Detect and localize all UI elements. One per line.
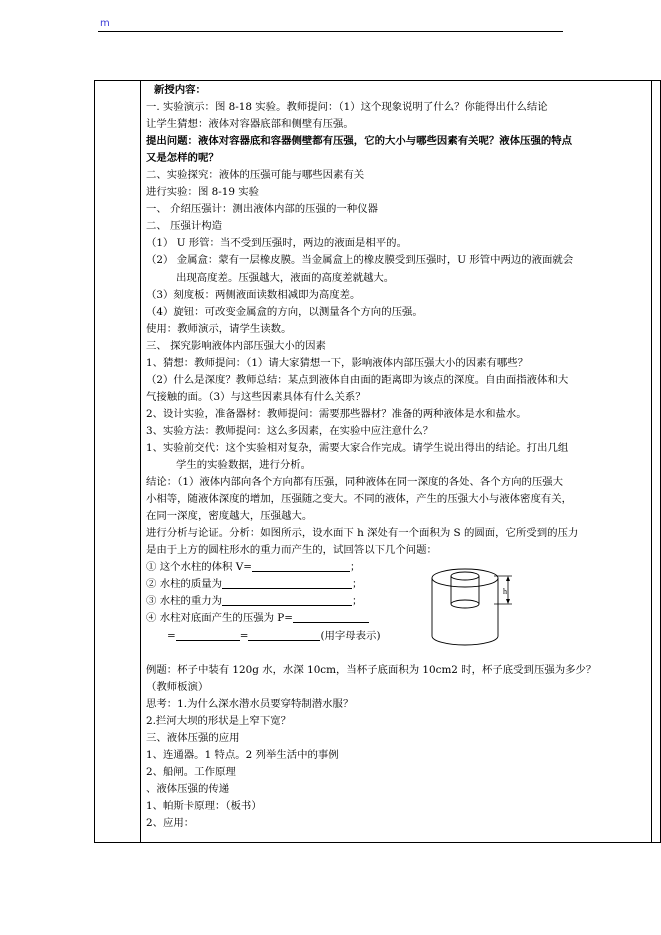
text-line: 使用：教师演示，请学生读数。 <box>146 322 292 335</box>
answer-blank[interactable] <box>252 559 350 572</box>
text-line: 一. 实验演示：图 8-18 实验。教师提问：（1）这个现象说明了什么？你能得出什么结论 <box>146 101 548 114</box>
text-line: 结论：（1）液体内部向各个方向都有压强，同种液体在同一深度的各处、各个方向的压强大 <box>146 476 564 489</box>
text-line: 二、实验探究：液体的压强可能与哪些因素有关 <box>146 169 365 182</box>
text-line: 、液体压强的传递 <box>146 782 230 795</box>
question-bold: 提出问题：液体对容器底和容器侧壁都有压强，它的大小与哪些因素有关呢？液体压强的特点 <box>146 135 573 148</box>
equation-line: = = (用字母表示) <box>167 629 381 642</box>
height-label: h <box>503 587 507 596</box>
text-line: 出现高度差。压强越大，液面的高度差就越大。 <box>176 271 395 284</box>
text-line: 在同一深度，密度越大，压强越大。 <box>146 510 313 523</box>
text-line: （1） U 形管：当不受到压强时，两边的液面是相平的。 <box>146 237 407 250</box>
text-line: 2、船闸。工作原理 <box>146 765 236 778</box>
text-line: 1、帕斯卡原理：（板书） <box>146 799 262 812</box>
question-volume: ① 这个水柱的体积 V= ； <box>146 561 361 574</box>
water-column-diagram <box>428 566 528 666</box>
text-line: 1、猜想：教师提问：（1）请大家猜想一下，影响液体内部压强大小的因素有哪些？ <box>146 356 529 369</box>
text-line: 1、连通器。1 特点。2 列举生活中的事例 <box>146 748 339 761</box>
text-line: 1、实验前交代：这个实验相对复杂，需要大家合作完成。请学生说出得出的结论。打出几组 <box>146 441 569 454</box>
left-column <box>95 81 141 842</box>
answer-blank[interactable] <box>222 576 352 589</box>
section-title: 新授内容： <box>154 84 206 96</box>
text-line: （2） 金属盒：蒙有一层橡皮膜。当金属盒上的橡皮膜受到压强时，U 形管中两边的液面就会 <box>146 254 574 267</box>
answer-blank[interactable] <box>293 610 369 623</box>
question-weight: ③ 水柱的重力为 ； <box>146 595 363 608</box>
text-line: 三、液体压强的应用 <box>146 731 240 744</box>
text-line: 二、 压强计构造 <box>146 220 223 233</box>
text-line: 进行实验：图 8-19 实验 <box>146 186 260 199</box>
answer-blank[interactable] <box>176 628 240 641</box>
text-line: 2、应用： <box>146 817 195 830</box>
text-line: （2）什么是深度？教师总结：某点到液体自由面的距离即为该点的深度。自由面指液体和大 <box>146 373 569 386</box>
question-mass: ② 水柱的质量为 ； <box>146 578 363 591</box>
text-line: 学生的实验数据，进行分析。 <box>176 459 312 472</box>
header-rule <box>98 31 563 32</box>
text-line: 例题：杯子中装有 120g 水，水深 10cm，当杯子底面积为 10cm2 时，杯子底受到压强为多少？ <box>146 663 597 676</box>
text-line: （4）旋钮：可改变金属盒的方向，以测量各个方向的压强。 <box>146 305 423 318</box>
spacer <box>146 645 631 662</box>
text-line: 思考：1.为什么深水潜水员要穿特制潜水服？ <box>146 697 354 710</box>
right-column <box>651 81 660 842</box>
text-line: 一、 介绍压强计：测出液体内部的压强的一种仪器 <box>146 203 378 216</box>
header-mark: m <box>100 18 110 29</box>
text-line: 让学生猜想：液体对容器底部和侧壁有压强。 <box>146 118 354 131</box>
question-pressure: ④ 水柱对底面产生的压强为 P= <box>146 610 631 627</box>
text-line: 3、实验方法：教师提问：这么多因素，在实验中应注意什么？ <box>146 424 434 437</box>
text-line: 三、 探究影响液体内部压强大小的因素 <box>146 339 326 352</box>
text-line: 是由于上方的圆柱形水的重力而产生的，试回答以下几个问题： <box>146 544 437 557</box>
text-line: 小相等，随液体深度的增加，压强随之变大。不同的液体，产生的压强大小与液体密度有关， <box>146 493 573 506</box>
text-line: （3）刻度板：两侧液面读数相减即为高度差。 <box>146 288 361 301</box>
text-line: 气接触的面。（3）与这些因素具体有什么关系？ <box>146 390 366 403</box>
text-line: 进行分析与论证。分析：如图所示，设水面下 h 深处有一个面积为 S 的圆面，它所受到的压力 <box>146 527 579 540</box>
question-bold: 又是怎样的呢？ <box>146 152 219 165</box>
text-line: 2.拦河大坝的形状是上窄下宽？ <box>146 714 291 727</box>
answer-blank[interactable] <box>222 593 352 606</box>
text-line: 2、设计实验，准备器材：教师提问：需要那些器材？准备的两种液体是水和盐水。 <box>146 407 527 420</box>
answer-blank[interactable] <box>248 628 320 641</box>
lesson-content <box>146 82 631 832</box>
text-line: （教师板演） <box>146 680 209 693</box>
